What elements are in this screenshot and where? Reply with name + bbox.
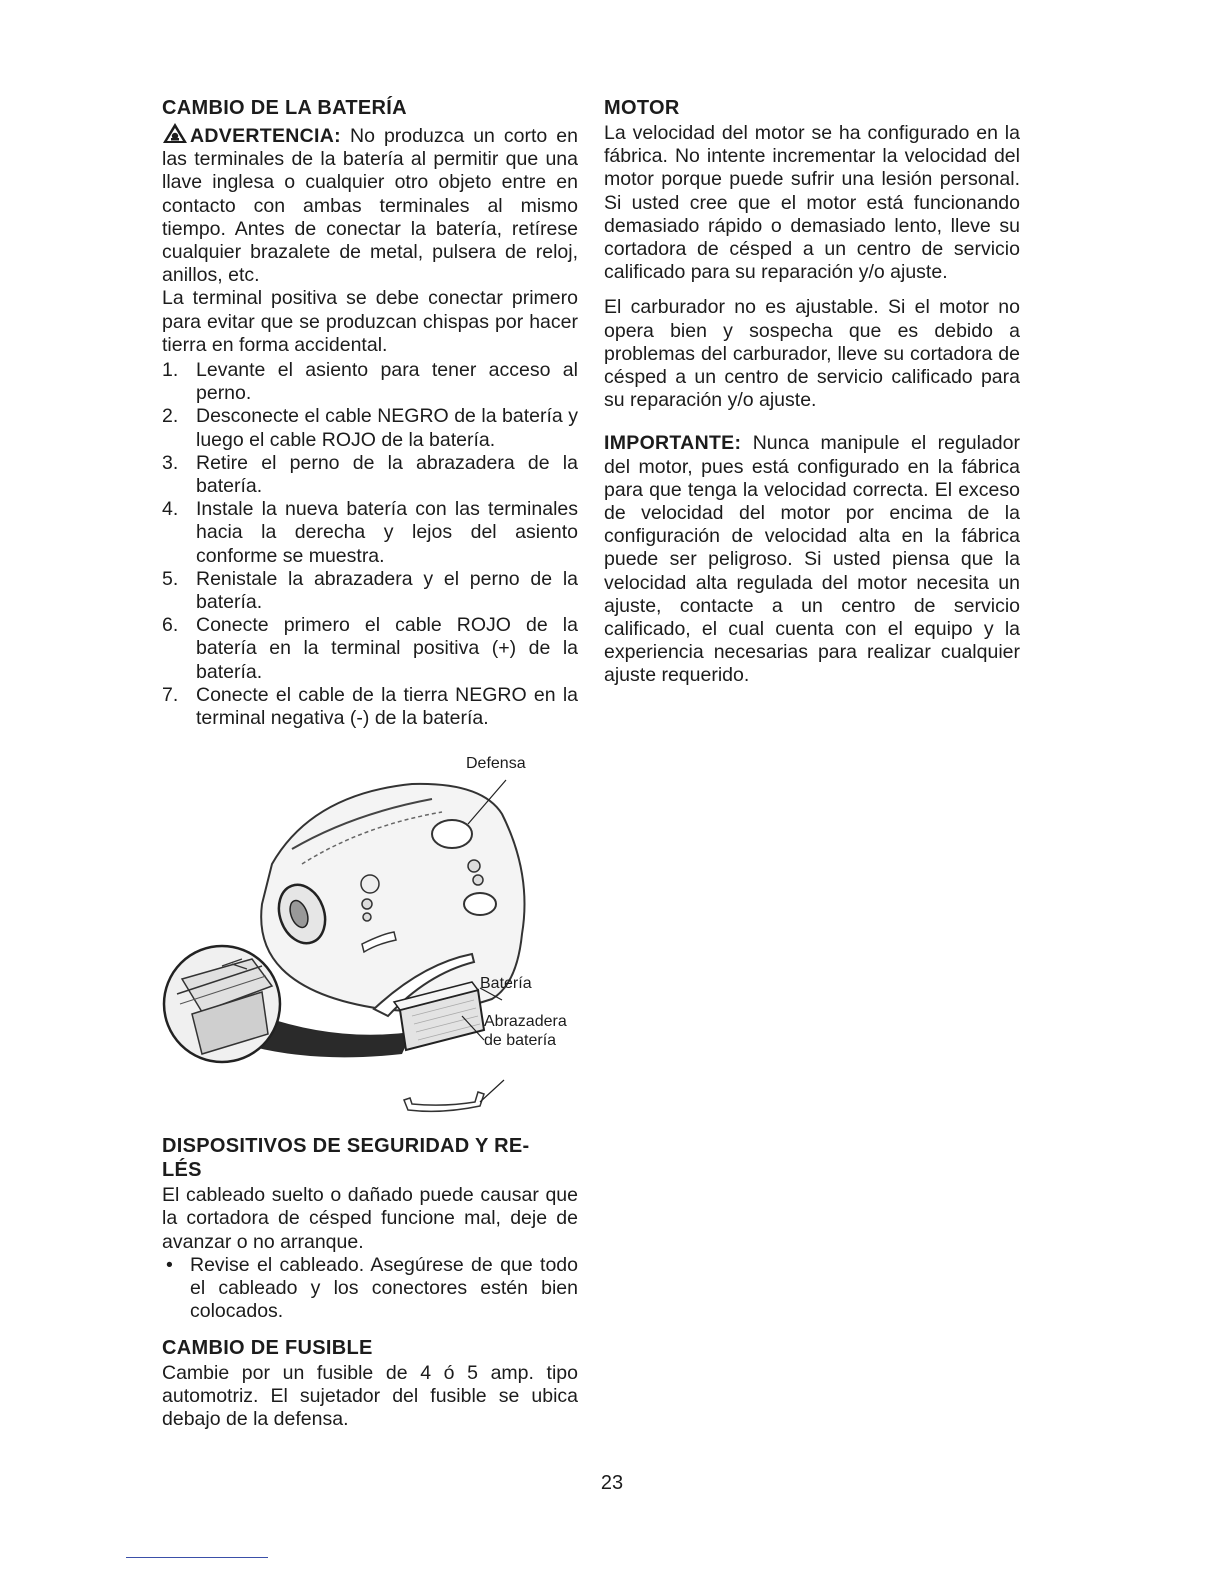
- battery-heading: CAMBIO DE LA BATERÍA: [162, 97, 407, 119]
- list-item: 7. Conecte el cable de la tierra NEGRO en la terminal negativa (-) de la batería.: [162, 683, 578, 730]
- fuse-heading: CAMBIO DE FUSIBLE: [162, 1336, 373, 1359]
- list-item: • Revise el cableado. Asegúrese de que todo el cableado y los conectores estén bien colocados.: [166, 1253, 578, 1323]
- list-item: 1. Levante el asiento para tener acceso al perno.: [162, 359, 578, 405]
- motor-paragraph-2: El carburador no es ajustable. Si el motor no opera bien y sospecha que es debido a problemas del carburador, lleve su cortadora de césped a un centro de servicio calificado para su reparación y/o ajuste.: [604, 296, 1020, 412]
- mower-illustration: [162, 754, 578, 1124]
- motor-paragraph-1: La velocidad del motor se ha configurado en la fábrica. No intente incrementar la velocidad del motor porque puede sufrir una lesión personal. Si usted cree que el motor está funcionando demasiado rápido o demasiado lento, lleve su cortadora de césped a un centro de servicio calificado para su reparación y/o ajuste.: [604, 122, 1020, 284]
- battery-steps: [162, 359, 578, 730]
- safety-heading-line2: LÉS: [162, 1159, 202, 1182]
- page-number: 23: [600, 1472, 624, 1494]
- callout-abrazadera-1: Abrazadera: [484, 1013, 567, 1031]
- fuse-text: Cambie por un fusible de 4 ó 5 amp. tipo automotriz. El sujetador del fusible se ubica debajo de la defensa.: [162, 1361, 578, 1430]
- callout-defensa: Defensa: [466, 755, 526, 773]
- safety-bullets: [162, 1254, 578, 1324]
- footer-divider: [126, 1557, 268, 1558]
- left-column: [162, 96, 578, 1431]
- warning-text: No produzca un corto en las terminales de la batería al permitir que una llave inglesa o cualquier otro objeto entre en contacto con ambas terminales al mismo tiempo. Antes de conectar la batería, retírese cualquier brazalete de metal, pulsera de reloj, anillos, etc.: [162, 125, 578, 287]
- battery-diagram: [162, 754, 578, 1124]
- warning-triangle-icon: [162, 122, 188, 144]
- battery-warning: [162, 122, 578, 287]
- safety-heading-line1: DISPOSITIVOS DE SEGURIDAD Y RE-: [162, 1135, 530, 1158]
- list-item: 5. Renistale la abrazadera y el perno de la batería.: [162, 567, 578, 614]
- list-item: 2. Desconecte el cable NEGRO de la batería y luego el cable ROJO de la batería.: [162, 405, 578, 451]
- fuse-section: [162, 1336, 578, 1432]
- list-item: 4. Instale la nueva batería con las terminales hacia la derecha y lejos del asiento conforme se muestra.: [162, 498, 578, 567]
- right-column: [604, 96, 1020, 688]
- important-label: IMPORTANTE:: [604, 432, 742, 455]
- list-item: 3. Retire el perno de la abrazadera de la batería.: [162, 451, 578, 498]
- callout-abrazadera-2: de batería: [484, 1032, 557, 1050]
- motor-important: [604, 432, 1020, 687]
- safety-section: [162, 1134, 578, 1323]
- list-item: 6. Conecte primero el cable ROJO de la batería en la terminal positiva (+) de la batería.: [162, 614, 578, 683]
- safety-text: El cableado suelto o dañado puede causar que la cortadora de césped funcione mal, deje de avanzar o no arranque.: [162, 1184, 578, 1253]
- warning-label: ADVERTENCIA:: [190, 125, 341, 147]
- callout-bateria: Batería: [480, 975, 532, 993]
- motor-heading: MOTOR: [604, 97, 680, 119]
- positive-terminal-note: La terminal positiva se debe conectar primero para evitar que se produzcan chispas por hacer tierra en forma accidental.: [162, 287, 578, 356]
- important-text: Nunca manipule el regulador del motor, pues está configurado en la fábrica para que tenga la velocidad correcta. El exceso de velocidad del motor por encima de la configuración de velocidad alta en la fábrica puede ser peligroso. Si usted piensa que la velocidad alta regulada del motor necesita un ajuste, contacte a un centro de servicio calificado, el cual cuenta con el equipo y la experiencia necesarias para realizar cualquier ajuste requerido.: [604, 432, 1020, 687]
